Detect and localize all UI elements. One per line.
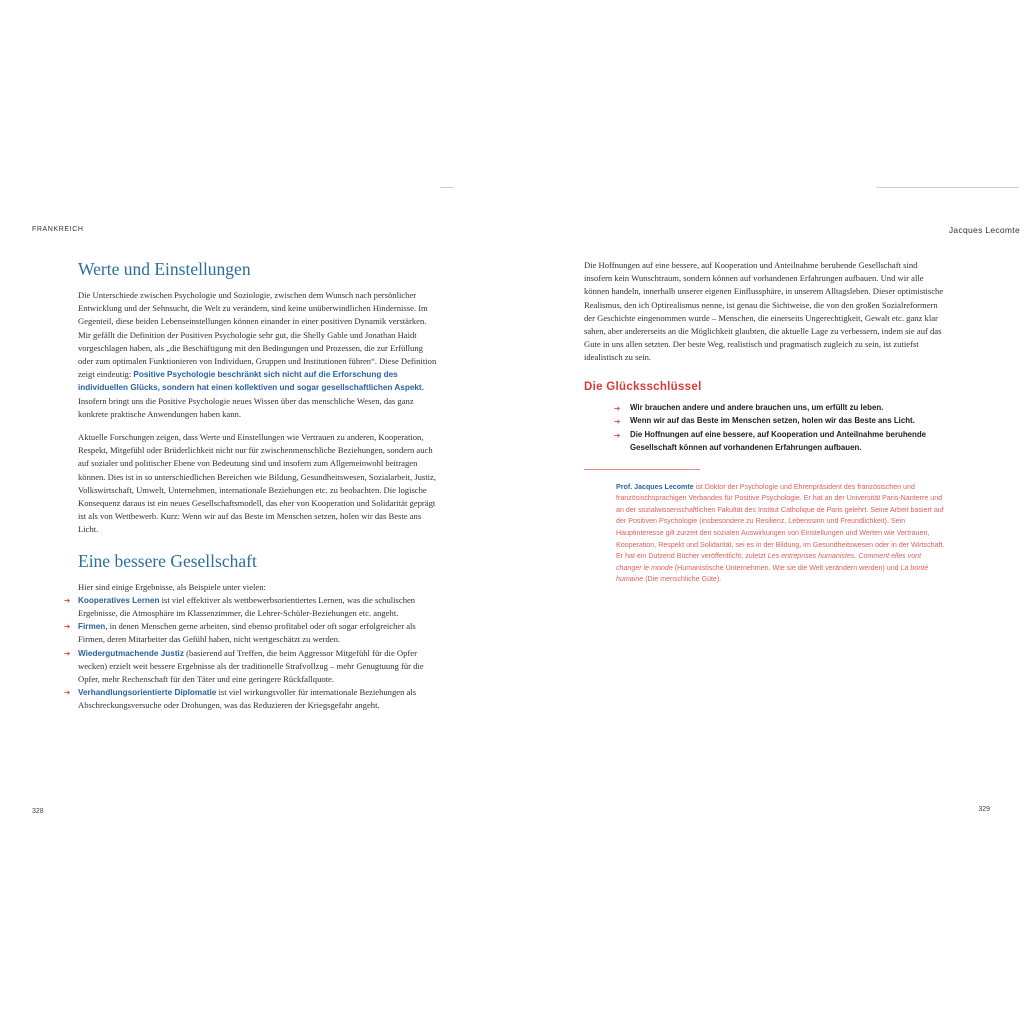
list-text: , in denen Menschen gerne arbeiten, sind ebenso profitabel oder oft sogar erfolgreicher als Firmen, deren Mitarbeiter das Gefühl haben, nicht wertgeschätzt zu werden. [78,621,416,645]
key-text: Die Hoffnungen auf eine bessere, auf Kooperation und Anteilnahme beruhende Gesellschaft können auf vorhandenen Erfahrungen aufbauen. [630,429,927,453]
key-text: Wir brauchen andere und andere brauchen uns, um erfüllt zu leben. [630,402,884,412]
arrow-icon: ➔ [614,417,621,427]
list-item [64,594,440,620]
running-head-left: FRANKREICH [32,226,84,233]
section-heading-gesellschaft: Eine bessere Gesellschaft [78,550,257,571]
list-item [64,686,440,712]
paragraph: Aktuelle Forschungen zeigen, dass Werte und Einstellungen wie Vertrauen zu anderen, Kooperation, Respekt, Mitgefühl oder Brüderlichkeit nicht nur für zwischenmenschliche Beziehungen, sondern auch auf sozialer und politischer Ebene von Bedeutung sind und insofern zum Allgemeinwohl beitragen können. Dies ist in so unterschiedlichen Bereichen wie Bildung, Gesundheitswesen, Sozialarbeit, Justiz, Volkswirtschaft, Umwelt, Unternehmen, internationale Beziehungen etc. zu beobachten. Die logische Konsequenz daraus ist ein neues Gesellschaftsmodell, das eher von Kooperation und Solidarität geprägt ist als von Wettbewerb. Kurz: Wenn wir auf das Beste im Menschen setzen, holen wir das Beste ans Licht. [78,432,436,535]
author-bio [616,482,946,586]
text-run: Die Unterschiede zwischen Psychologie und Soziologie, zwischen dem Wunsch nach persönlicher Entwicklung und der Sehnsucht, die Welt zu verändern, sind keine unüberwindlichen Hindernisse. Im Gegenteil, diese beiden Lebenseinstellungen können einander in einer positiven Dynamik verstärken. Mir gefällt die Definition der Positiven Psychologie sehr gut, die Shelly Gable und Jonathan Haidt vorgeschlagen haben, als „die Beschäftigung mit den Bedingungen und Prozessen, die zur Erfüllung oder zum optimalen Funktionieren von Individuen, Gruppen und Institutionen führen“. Diese Definition zeigt eindeutig: [78,290,437,380]
book-title: La bonté humaine [616,563,929,584]
section-heading-werte: Werte und Einstellungen [78,259,251,279]
section-werte-body [78,289,440,537]
paragraph: Die Hoffnungen auf eine bessere, auf Kooperation und Anteilnahme beruhende Gesellschaft sind insofern kein Wunschtraum, sondern können auf vorhandenen Erfahrungen aufbauen. Und wir alle können handeln, innerhalb unserer eigenen Einflussphäre, in unserem Alltagsleben. Dieser optimistische Realismus, den ich Optirealismus nenne, ist genau die Sichtweise, die von den großen Sozialreformern der Geschichte eingenommen wurde – Menschen, die einerseits Ungerechtigkeit, Gewalt etc. ganz klar sahen, aber andererseits an die Möglichkeit glaubten, die aktuelle Lage zu verbessern, indem sie auf das Gute in uns allen setzten. Der beste Weg, realistisch und pragmatisch zugleich zu sein, ist zutiefst idealistisch zu sein. [584,260,944,363]
list-text: (basierend auf Treffen, die beim Aggressor Mitgefühl für die Opfer wecken) erzielt weit bessere Ergebnisse als der traditionelle Strafvollzug – mehr Genugtuung für die Opfer, mehr Rechenschaft für den Täter und eine geringere Rückfallquote. [78,647,424,685]
left-page-content [64,259,440,713]
arrow-icon: ➔ [64,595,71,605]
intro-line: Hier sind einige Ergebnisse, als Beispiele unter vielen: [78,581,266,592]
arrow-icon: ➔ [64,648,71,658]
highlight-statement: Positive Psychologie beschränkt sich nicht auf die Erforschung des individuellen Glücks, sondern hat einen kollektiven und sogar gesellschaftlichen Aspekt. [78,370,424,393]
list-text: ist viel wirkungsvoller für internationale Beziehungen als Abschreckungsversuche oder Drohungen, was das Reduzieren der Kriegsgefahr angeht. [78,687,417,711]
bio-text: ist Doktor der Psychologie und Ehrenpräsident des französischen und französischsprachigen Verbandes für Positive Psychologie. Er hat an der Universität Paris-Nanterre und an der sozialwissenschaftlichen Fakultät des Institut Catholique de Paris gelehrt. Seine Arbeit basiert auf der Positiven Psychologie (insbesondere zu Resilienz, Lebenssinn und Freundlichkeit). Sein Hauptinteresse gilt zurzeit den sozialen Auswirkungen von Einstellungen und Werten wie Vertrauen, Kooperation, Respekt und Solidarität, sei es in der Bildung, im Gesundheitswesen oder in der Wirtschaft. Er hat ein Dutzend Bücher veröffentlicht, zuletzt [616,482,945,561]
arrow-icon: ➔ [614,403,621,413]
text-run: Insofern bringt uns die Positive Psychologie neues Wissen über das menschliche Wesen, das ganz konkrete praktische Anwendungen haben kann. [78,395,414,419]
top-rule-right [876,187,1019,188]
running-head-right: Jacques Lecomte [948,225,1020,235]
bio-divider [584,469,700,470]
arrow-icon: ➔ [64,622,71,632]
arrow-icon: ➔ [64,688,71,698]
page-number-left: 328 [32,808,44,815]
results-list [64,594,440,713]
author-name: Prof. Jacques Lecomte [616,482,694,491]
bio-text: (Die menschliche Güte). [643,575,722,584]
list-item [64,647,440,687]
list-term: Wiedergutmachende Justiz [78,648,184,658]
paragraph [78,289,440,421]
bio-text: (Humanistische Unternehmen. Wie sie die Welt verändern werden) und [672,563,901,572]
list-item [64,620,440,646]
book-title: Les entreprises humanistes. Comment elles vont changer le monde [616,552,922,572]
keys-list [614,401,946,455]
keys-heading: Die Glücksschlüssel [584,380,702,393]
key-text: Wenn wir auf das Beste im Menschen setzen, holen wir das Beste ans Licht. [630,416,915,426]
key-item [614,428,946,455]
list-text: ist viel effektiver als wettbewerbsorientiertes Lernen, was die schulischen Ergebnisse, die Atmosphäre im Klassenzimmer, die Lehrer-Schüler-Beziehungen etc. angeht. [78,594,416,619]
list-term: Verhandlungsorientierte Diplomatie [78,688,217,698]
list-term: Firmen [78,622,106,632]
section-gesellschaft-body [64,581,440,713]
page-number-right: 329 [978,806,990,813]
right-page-content [584,259,946,586]
list-term: Kooperatives Lernen [78,595,160,605]
key-item [614,401,946,415]
top-rule-left [440,187,454,188]
key-item [614,414,946,428]
arrow-icon: ➔ [614,430,621,440]
